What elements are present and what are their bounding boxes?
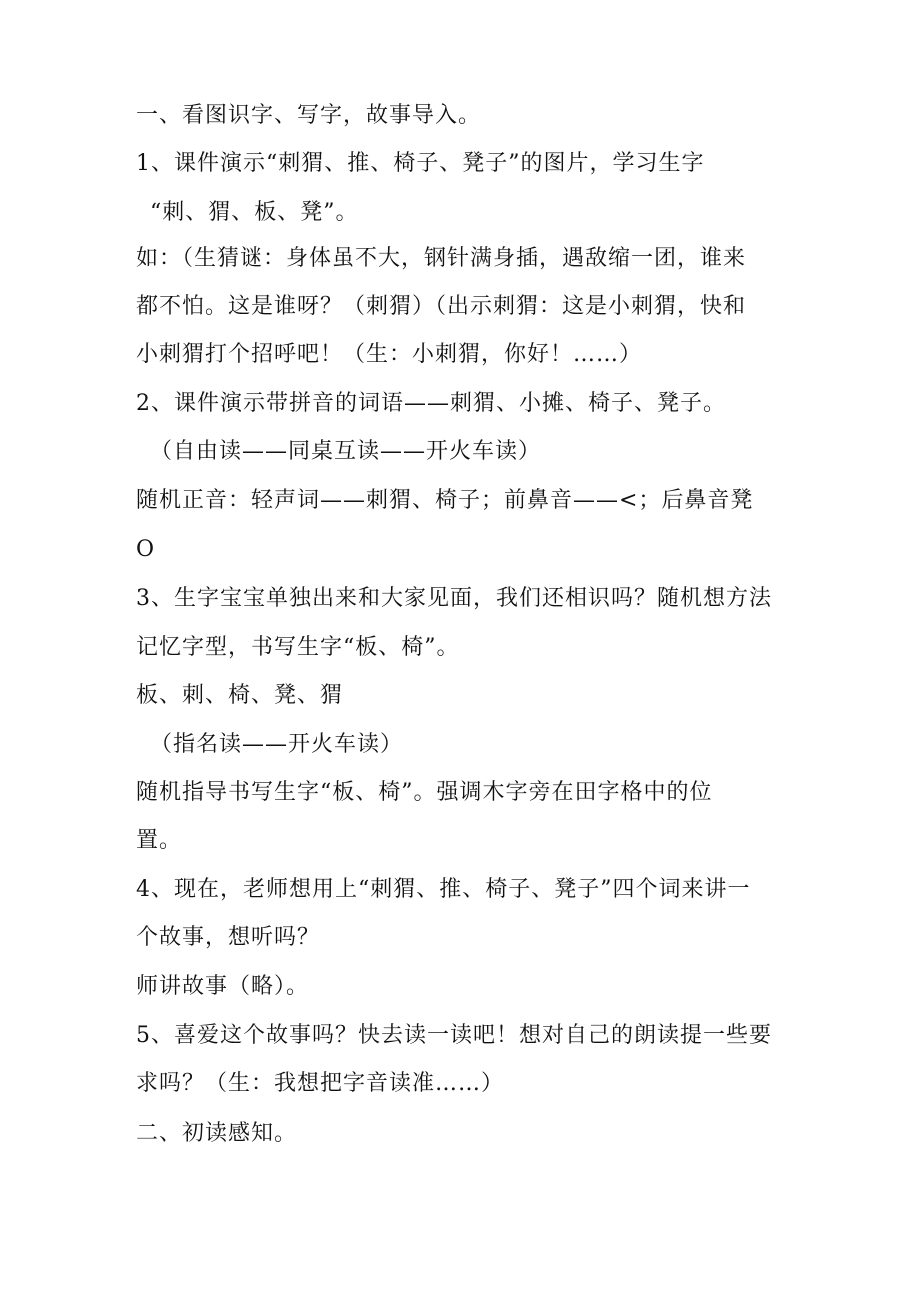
paragraph-line: 师讲故事（略）。 [136,974,310,999]
paragraph-line: 4、现在，老师想用上“刺猬、推、椅子、凳子”四个词来讲一 [136,877,751,902]
paragraph-line: “刺、猬、板、凳”。 [150,200,359,225]
paragraph-line: 都不怕。这是谁呀？（刺猬）（出示刺猬：这是小刺猬，快和 [136,294,747,319]
paragraph-line: 个故事，想听吗？ [136,925,321,950]
paragraph-line: 板、刺、椅、凳、猬 [136,683,344,708]
section-heading-1: 一、看图识字、写字，故事导入。 [136,103,482,128]
paragraph-line: 随机正音：轻声词——刺猬、椅子；前鼻音——<；后鼻音凳 [136,488,754,513]
paragraph-line: 3、生字宝宝单独出来和大家见面，我们还相识吗？随机想方法 [136,586,772,611]
paragraph-line: 如：（生猜谜：身体虽不大，钢针满身插，遇敌缩一团，谁来 [136,246,747,271]
paragraph-line: 小刺猬打个招呼吧！（生：小刺猬，你好！……） [136,342,643,367]
paragraph-line: 1、课件演示“刺猬、推、椅子、凳子”的图片，学习生字 [136,151,705,176]
paragraph-line: （自由读——同桌互读——开火车读） [150,439,542,464]
section-heading-2: 二、初读感知。 [136,1121,298,1146]
paragraph-line: 置。 [136,828,183,853]
paragraph-line: 随机指导书写生字“板、椅”。强调木字旁在田字格中的位 [136,780,713,805]
paragraph-line: 记忆字型，书写生字“板、椅”。 [136,635,460,660]
paragraph-line: O [136,537,156,562]
paragraph-line: 5、喜爱这个故事吗？快去读一读吧！想对自己的朗读提一些要 [136,1023,772,1048]
paragraph-line: 2、课件演示带拼音的词语——刺猬、小摊、椅子、凳子。 [136,391,726,416]
paragraph-line: 求吗？（生：我想把字音读准……） [136,1071,505,1096]
paragraph-line: （指名读——开火车读） [150,732,404,757]
